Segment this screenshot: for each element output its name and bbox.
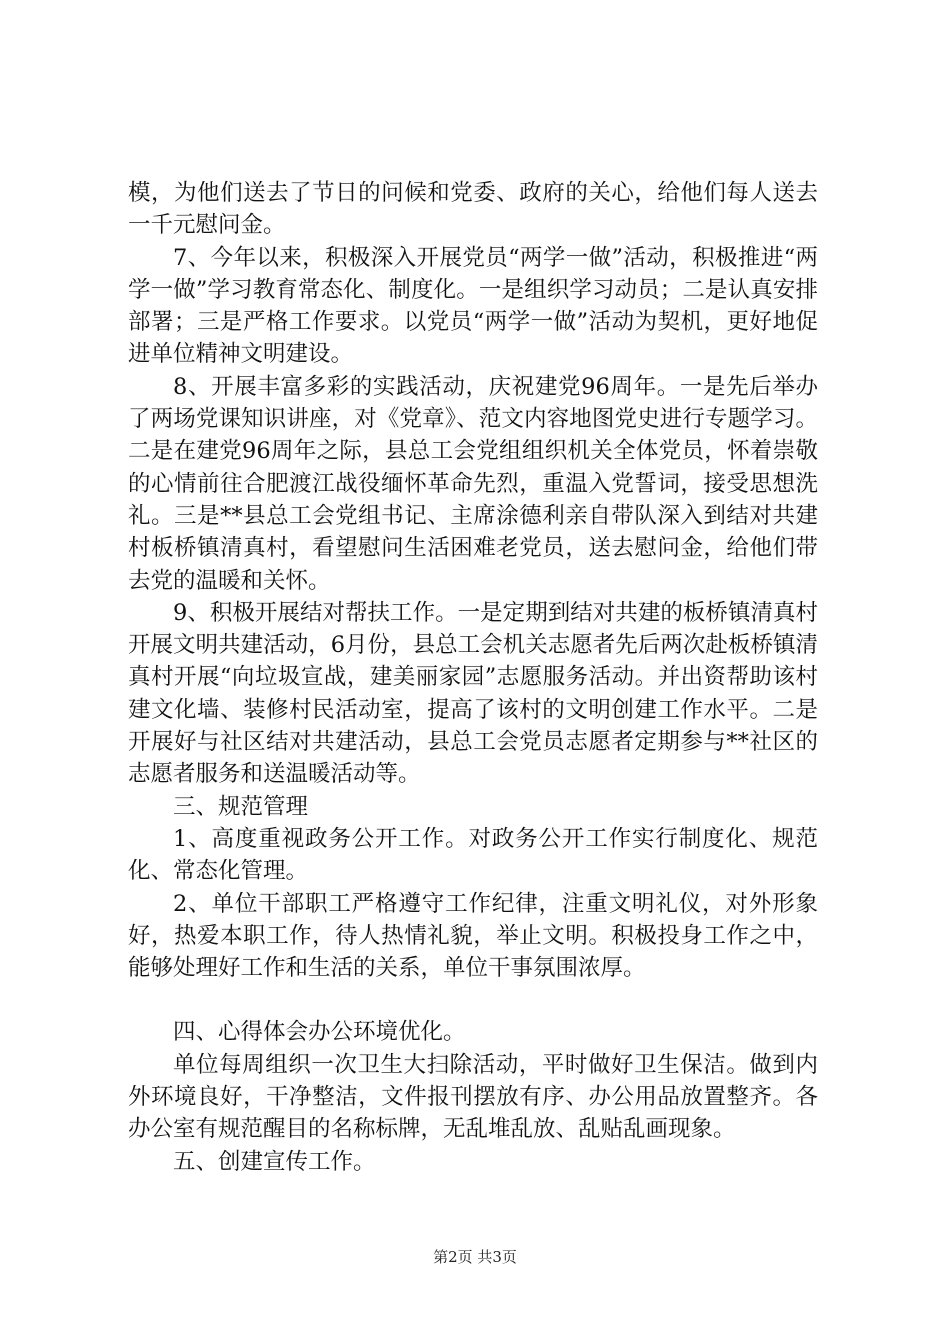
- document-body: [128, 177, 818, 1178]
- paragraph-item-9: 9、积极开展结对帮扶工作。一是定期到结对共建的板桥镇清真村开展文明共建活动，6月份，县总工会机关志愿者先后两次赴板桥镇清真村开展“向垃圾宣战，建美丽家园”志愿服务活动。并出资帮助该村建文化墙、装修村民活动室，提高了该村的文明创建工作水平。二是开展好与社区结对共建活动，县总工会党员志愿者定期参与**社区的志愿者服务和送温暖活动等。: [128, 599, 818, 788]
- paragraph-3-1: 1、高度重视政务公开工作。对政务公开工作实行制度化、规范化、常态化管理。: [128, 825, 818, 885]
- section-heading-3: 三、规范管理: [173, 793, 309, 820]
- paragraph-3-2: 2、单位干部职工严格遵守工作纪律，注重文明礼仪，对外形象好，热爱本职工作，待人热情礼貌，举止文明。积极投身工作之中，能够处理好工作和生活的关系，单位干事氛围浓厚。: [128, 890, 818, 982]
- paragraph-item-8: 8、开展丰富多彩的实践活动，庆祝建党96周年。一是先后举办了两场党课知识讲座，对《党章》、范文内容地图党史进行专题学习。二是在建党96周年之际，县总工会党组组织机关全体党员，怀着崇敬的心情前往合肥渡江战役缅怀革命先烈，重温入党誓词，接受思想洗礼。三是**县总工会党组书记、主席涂德利亲自带队深入到结对共建村板桥镇清真村，看望慰问生活困难老党员，送去慰问金，给他们带去党的温暖和关怀。: [128, 373, 818, 594]
- section-heading-5: 五、创建宣传工作。: [173, 1148, 376, 1175]
- paragraph-item-7: 7、今年以来，积极深入开展党员“两学一做”活动，积极推进“两学一做”学习教育常态化、制度化。一是组织学习动员；二是认真安排部署；三是严格工作要求。以党员“两学一做”活动为契机，更好地促进单位精神文明建设。: [128, 244, 818, 368]
- paragraph-continuation: 模，为他们送去了节日的问候和党委、政府的关心，给他们每人送去一千元慰问金。: [128, 180, 818, 239]
- section-heading-4: 四、心得体会办公环境优化。: [173, 1019, 466, 1046]
- page-number-footer: 第2页 共3页: [433, 1248, 517, 1266]
- paragraph-4-body: 单位每周组织一次卫生大扫除活动，平时做好卫生保洁。做到内外环境良好，干净整洁，文件报刊摆放有序、办公用品放置整齐。各办公室有规范醒目的名称标牌，无乱堆乱放、乱贴乱画现象。: [128, 1051, 818, 1143]
